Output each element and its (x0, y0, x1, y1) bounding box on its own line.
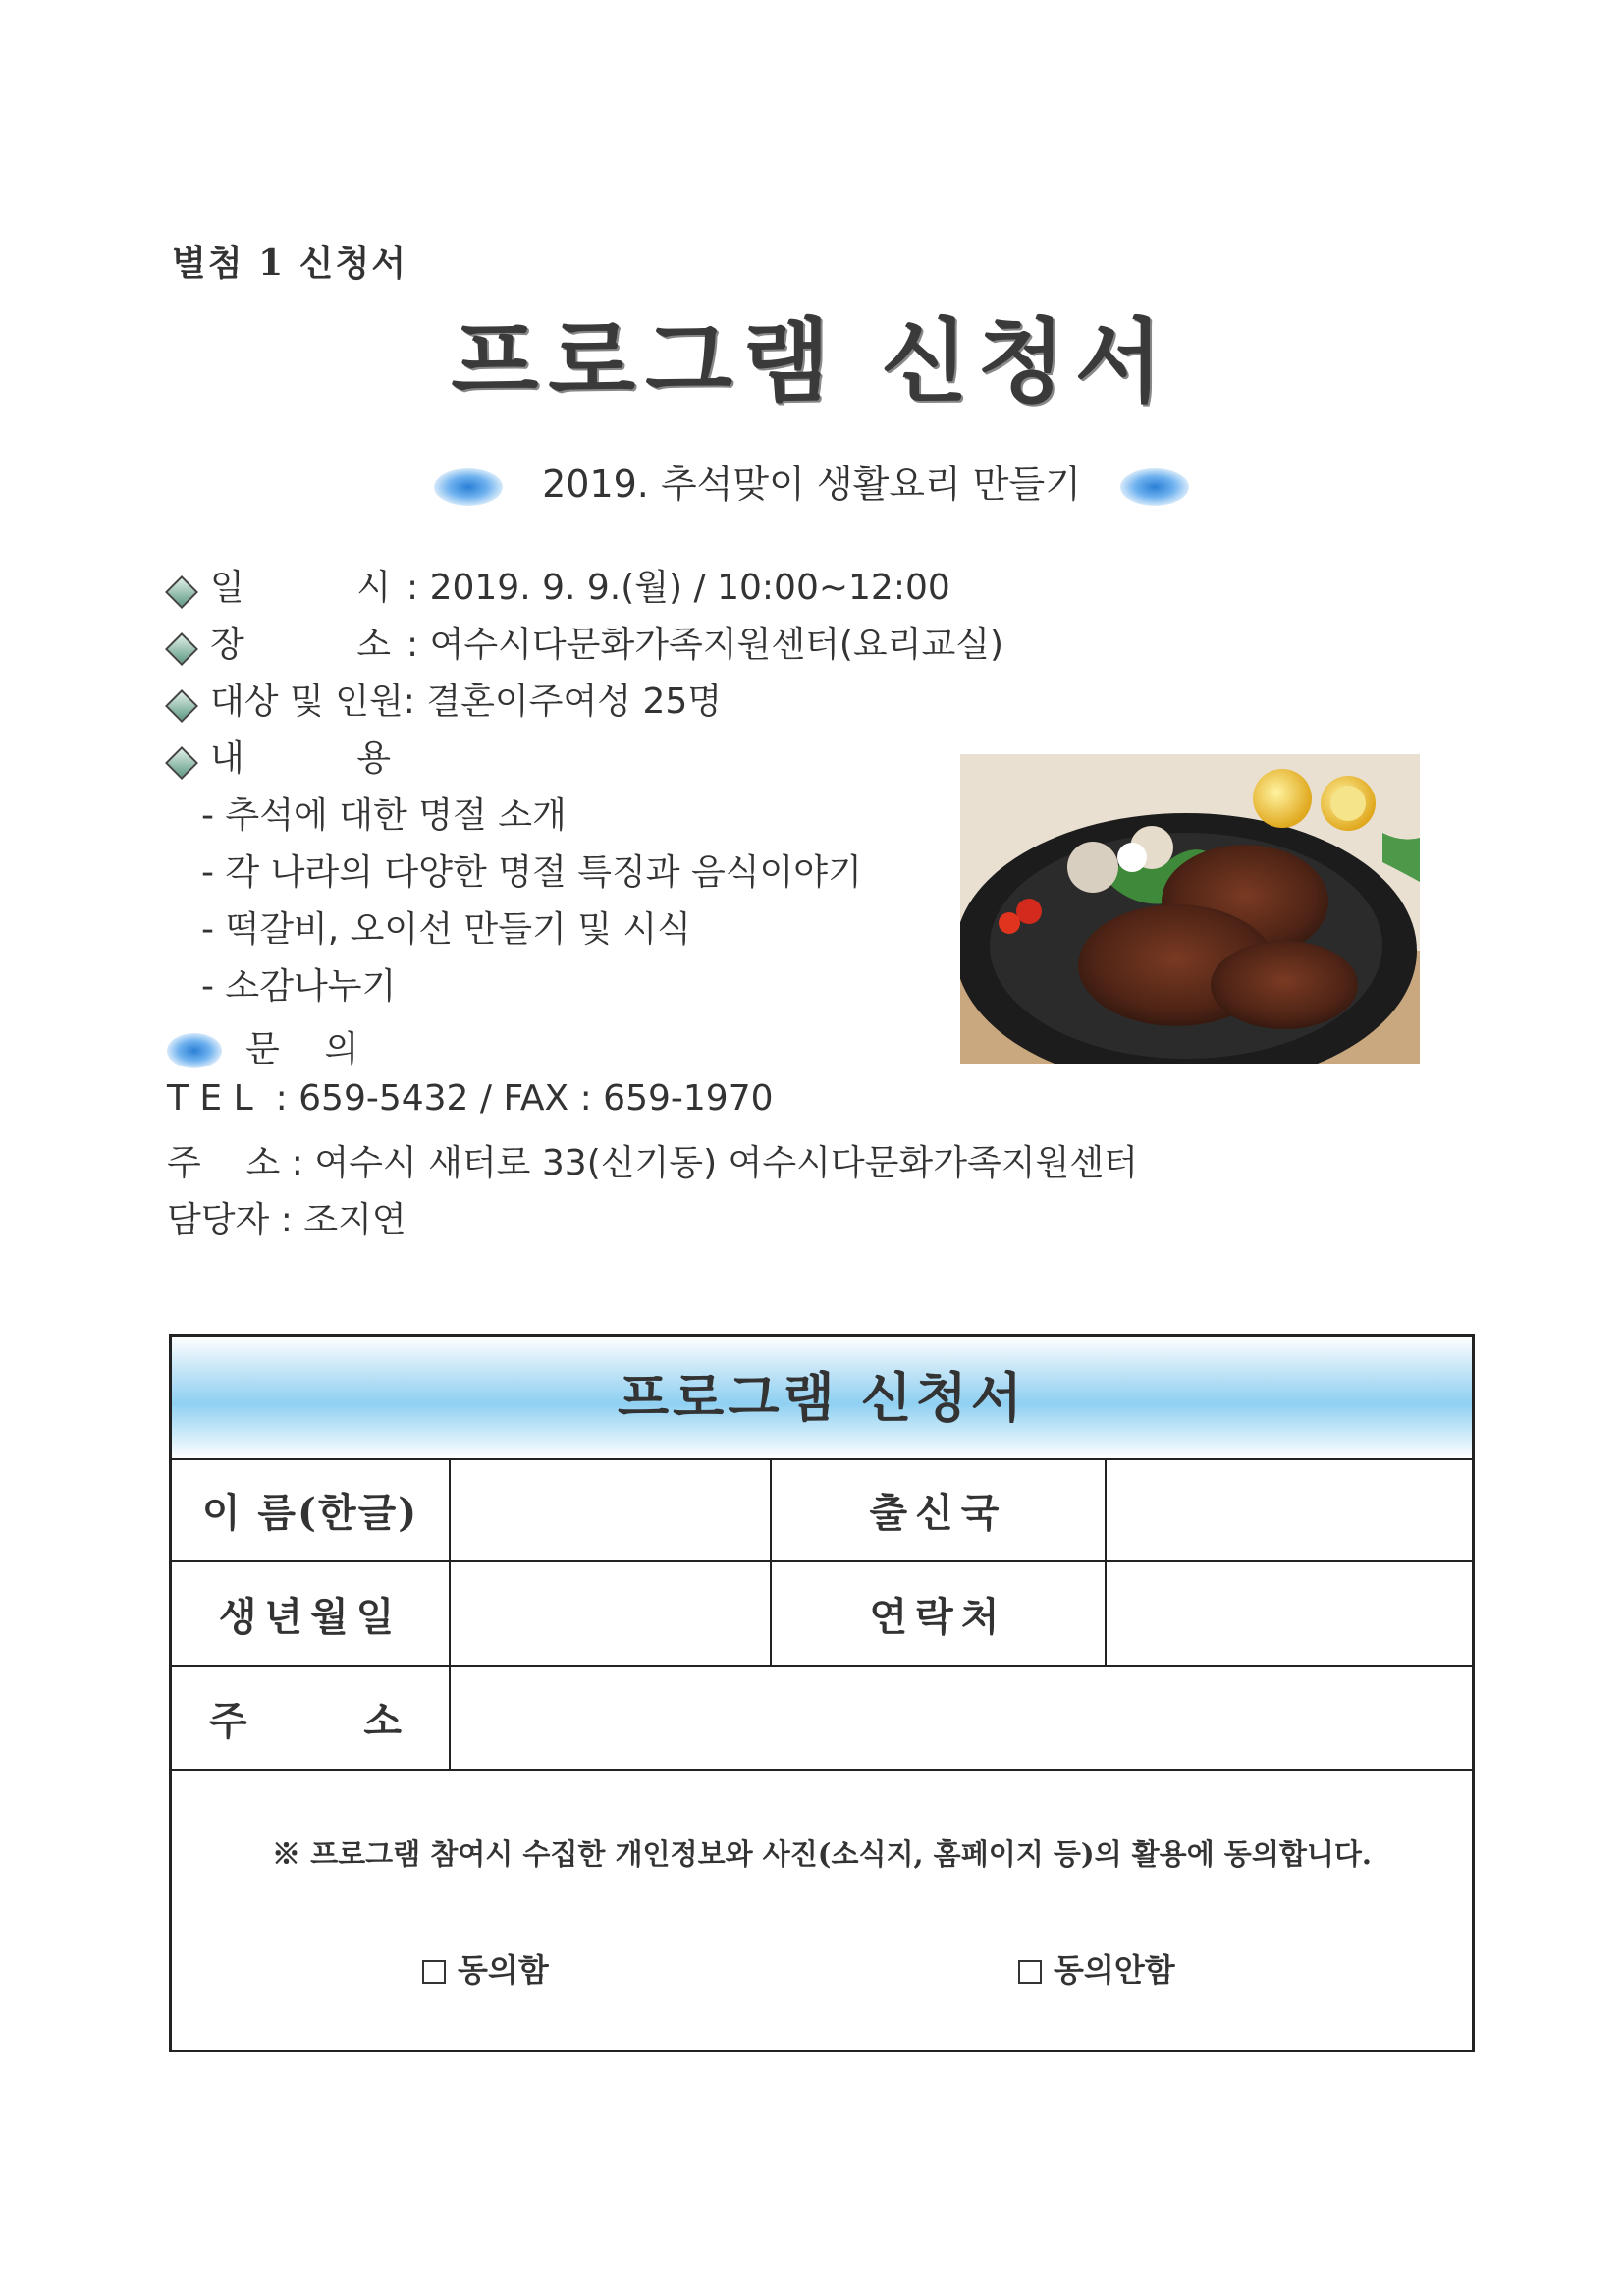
contact-manager: 담당자 : 조지연 (167, 1200, 406, 1240)
content-item: - 소감나누기 (201, 966, 397, 1007)
blue-blob-icon (1120, 468, 1189, 506)
disagree-label: 동의안함 (1054, 1951, 1175, 1989)
program-subtitle: 2019. 추석맞이 생활요리 만들기 (542, 463, 1081, 506)
agree-option[interactable] (422, 1945, 549, 1991)
place-label: 장 소 (210, 625, 391, 665)
diamond-bullet-icon (167, 634, 192, 660)
info-date (167, 560, 950, 610)
birth-label: 생년월일 (172, 1562, 451, 1667)
diamond-bullet-icon (167, 691, 192, 717)
diamond-bullet-icon (167, 748, 192, 774)
name-label: 이 름(한글) (172, 1458, 451, 1562)
date-value: : 2019. 9. 9.(월) / 10:00~12:00 (406, 568, 950, 608)
phone-label: 연락처 (772, 1562, 1107, 1667)
info-target (167, 674, 722, 724)
country-field[interactable] (1107, 1458, 1472, 1562)
disagree-option[interactable] (1018, 1945, 1175, 1991)
contact-tel-fax: T E L : 659-5432 / FAX : 659-1970 (167, 1078, 774, 1119)
target-label: 대상 및 인원 (210, 682, 404, 722)
form-title: 프로그램 신청서 (172, 1337, 1472, 1460)
content-label: 내 용 (210, 738, 391, 779)
content-item: - 떡갈비, 오이선 만들기 및 시식 (201, 909, 691, 950)
address-label-part: 주 (209, 1697, 255, 1744)
checkbox-icon[interactable] (422, 1960, 446, 1984)
page-title: 프로그램 신청서 (451, 309, 1172, 414)
place-value: : 여수시다문화가족지원센터(요리교실) (406, 625, 1004, 665)
birth-field[interactable] (451, 1562, 772, 1667)
info-content (167, 731, 391, 781)
content-item: - 추석에 대한 명절 소개 (201, 795, 567, 836)
contact-heading: 문 의 (245, 1029, 359, 1069)
privacy-notice: ※ 프로그램 참여시 수집한 개인정보와 사진(소식지, 홈페이지 등)의 활용에 동의합니다. (272, 1837, 1372, 1871)
attachment-label: 별첨 1 신청서 (172, 243, 407, 284)
phone-field[interactable] (1107, 1562, 1472, 1667)
subtitle-row (0, 454, 1623, 508)
blue-blob-icon (167, 1033, 222, 1068)
blue-blob-icon (434, 468, 503, 506)
content-item: - 각 나라의 다양한 명절 특징과 음식이야기 (201, 852, 862, 893)
diamond-bullet-icon (167, 577, 192, 603)
country-label: 출신국 (772, 1458, 1107, 1562)
contact-address: 주 소 : 여수시 새터로 33(신기동) 여수시다문화가족지원센터 (167, 1143, 1138, 1183)
agree-label: 동의함 (458, 1951, 549, 1989)
address-label-part: 소 (363, 1697, 409, 1744)
contact-heading-row (167, 1021, 358, 1071)
target-value: : 결혼이주여성 25명 (403, 682, 723, 722)
address-label (172, 1667, 451, 1771)
info-place (167, 617, 1003, 667)
address-field[interactable] (451, 1667, 1472, 1771)
food-photo (960, 754, 1420, 1064)
date-label: 일 시 (210, 568, 391, 608)
application-form (169, 1334, 1475, 2052)
checkbox-icon[interactable] (1018, 1960, 1042, 1984)
name-field[interactable] (451, 1458, 772, 1562)
